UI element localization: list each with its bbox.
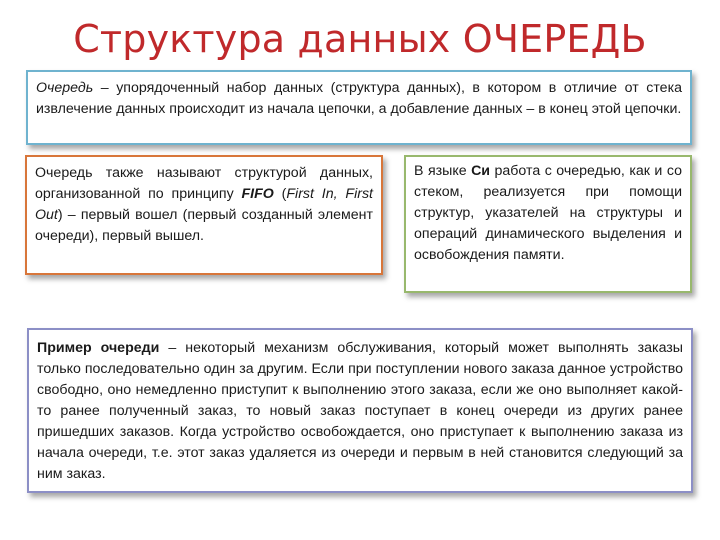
fifo-text-a: Очередь также называют структурой данных, организованной по принципу [35, 165, 373, 202]
fifo-text-c: ) – первый вошел (первый созданный элемент очереди), первый вышел. [35, 207, 373, 244]
example-paragraph [37, 338, 683, 485]
fifo-box [25, 155, 383, 275]
fifo-expansion: First In, First Out [35, 186, 373, 223]
c-language-paragraph [414, 161, 682, 266]
fifo-paragraph [35, 163, 373, 247]
definition-term: Очередь [36, 80, 94, 96]
example-box [27, 328, 693, 493]
example-term: Пример очереди [37, 340, 160, 356]
c-language-box [404, 155, 692, 293]
definition-box [26, 70, 692, 145]
c-language-text-b: работа с очередью, как и со стеком, реализуется при помощи структур, указателей на структуры и операций динамического выделения и освобождения памяти. [414, 163, 682, 263]
c-language-text-a: В языке [414, 163, 472, 179]
definition-paragraph [36, 78, 682, 120]
page-title: Структура данных ОЧЕРЕДЬ [73, 17, 647, 61]
example-text: – некоторый механизм обслуживания, который может выполнять заказы только последовательно один за другим. Если при поступлении нового заказа данное устройство свободно, оно немедленно приступит к выполнению этого заказа, если же оно выполняет какой-то ранее полученный заказ, то новый заказ поступает в конец очереди из других ранее пришедших заказов. Когда устройство освобождается, оно приступает к выполнению заказа из начала очереди, т.е. этот заказ удаляется из очереди и первым в ней становится следующий за ним заказ. [37, 340, 684, 482]
fifo-term: FIFO [241, 186, 274, 202]
fifo-text-b: ( [273, 186, 287, 202]
c-language-name: Си [471, 163, 491, 179]
definition-text: – упорядоченный набор данных (структура данных), в котором в отличие от стека извлечение данных происходит из начала цепочки, а добавление данных – в конец этой цепочки. [36, 80, 682, 117]
